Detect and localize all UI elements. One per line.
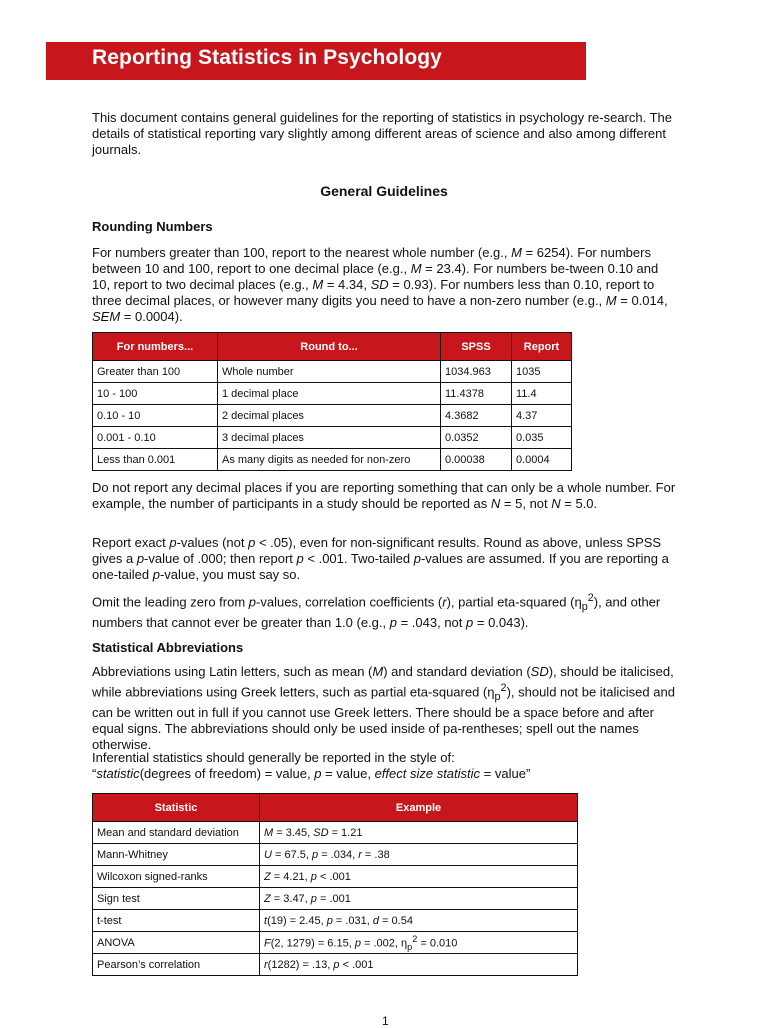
inferential-style-paragraph: Inferential statistics should generally be reported in the style of: “statistic(degrees of freedom) = value, p = value, effect size statistic = value”: [92, 750, 531, 781]
abbreviations-paragraph: Abbreviations using Latin letters, such as mean (M) and standard deviation (SD), should be italicised, while abbreviations using Greek letters, such as partial eta-squared $(\eta_p^2)$, should not be italicised and can be written out in full if you cannot use Greek letters. There should be a space before and after equal signs. The abbreviations should only be used inside of pa-rentheses; spell out the names otherwise.: [92, 664, 675, 752]
rounding-paragraph: For numbers greater than 100, report to the nearest whole number (e.g., M = 6254). For numbers between 10 and 100, report to one decimal place (e.g., M = 23.4). For numbers be-tween 0.10 and 10, report to two decimal places (e.g., M = 4.34, SD = 0.93). For numbers less than 0.10, report to three decimal places, or however many digits you need to have a non-zero number (e.g., M = 0.014, SEM = 0.0004).: [92, 245, 668, 324]
abbreviations-table-header: Example: [260, 794, 578, 822]
table-row: t-test t(19) = 2.45, p = .031, d = 0.54: [93, 910, 578, 932]
table-row: Mann-Whitney U = 67.5, p = .034, r = .38: [93, 844, 578, 866]
table-row: Mean and standard deviation M = 3.45, SD = 1.21: [93, 822, 578, 844]
whole-number-paragraph: Do not report any decimal places if you are reporting something that can only be a whole number. For example, the number of participants in a study should be reported as N = 5, not N = 5.0.: [92, 480, 676, 511]
abbreviations-heading: Statistical Abbreviations: [92, 640, 244, 655]
table-row: Pearson’s correlation r(1282) = .13, p < .001: [93, 954, 578, 976]
rounding-table-header: SPSS: [441, 333, 512, 361]
table-row: Greater than 100 Whole number 1034.963 1035: [93, 361, 572, 383]
table-row: Less than 0.001 As many digits as needed for non-zero 0.00038 0.0004: [93, 449, 572, 471]
rounding-table: [92, 332, 572, 471]
table-row: 10 - 100 1 decimal place 11.4378 11.4: [93, 383, 572, 405]
table-row: 0.001 - 0.10 3 decimal places 0.0352 0.035: [93, 427, 572, 449]
abbreviations-table-header: Statistic: [93, 794, 260, 822]
document-title: Reporting Statistics in Psychology: [92, 46, 442, 69]
table-row: ANOVA F(2, 1279) = 6.15, p = .002, $\eta_p^2 = 0.010$: [93, 932, 578, 954]
table-row: Sign test Z = 3.47, p = .001: [93, 888, 578, 910]
rounding-table-header: Report: [512, 333, 572, 361]
p-values-paragraph: Report exact p-values (not p < .05), even for non-significant results. Round as above, unless SPSS gives a p-value of .000; then report p < .001. Two-tailed p-values are assumed. If you are reporting a one-tailed p-value, you must say so.: [92, 535, 669, 582]
table-row: 0.10 - 10 2 decimal places 4.3682 4.37: [93, 405, 572, 427]
page-number: 1: [382, 1014, 389, 1028]
rounding-heading: Rounding Numbers: [92, 219, 213, 234]
table-row: Wilcoxon signed-ranks Z = 4.21, p < .001: [93, 866, 578, 888]
rounding-table-header: For numbers...: [93, 333, 218, 361]
intro-paragraph: This document contains general guidelines for the reporting of statistics in psychology re-search. The details of statistical reporting vary slightly among different areas of science and also among different journals.: [92, 110, 673, 157]
abbreviations-table: [92, 793, 578, 976]
general-guidelines-heading: General Guidelines: [320, 183, 448, 199]
rounding-table-header: Round to...: [218, 333, 441, 361]
title-banner: [46, 42, 586, 80]
leading-zero-paragraph: Omit the leading zero from p-values, correlation coefficients (r), partial eta-squared $(\eta_p^2)$, and other numbers that cannot ever be greater than 1.0 (e.g., p = .043, not p = 0.043).: [92, 592, 661, 630]
